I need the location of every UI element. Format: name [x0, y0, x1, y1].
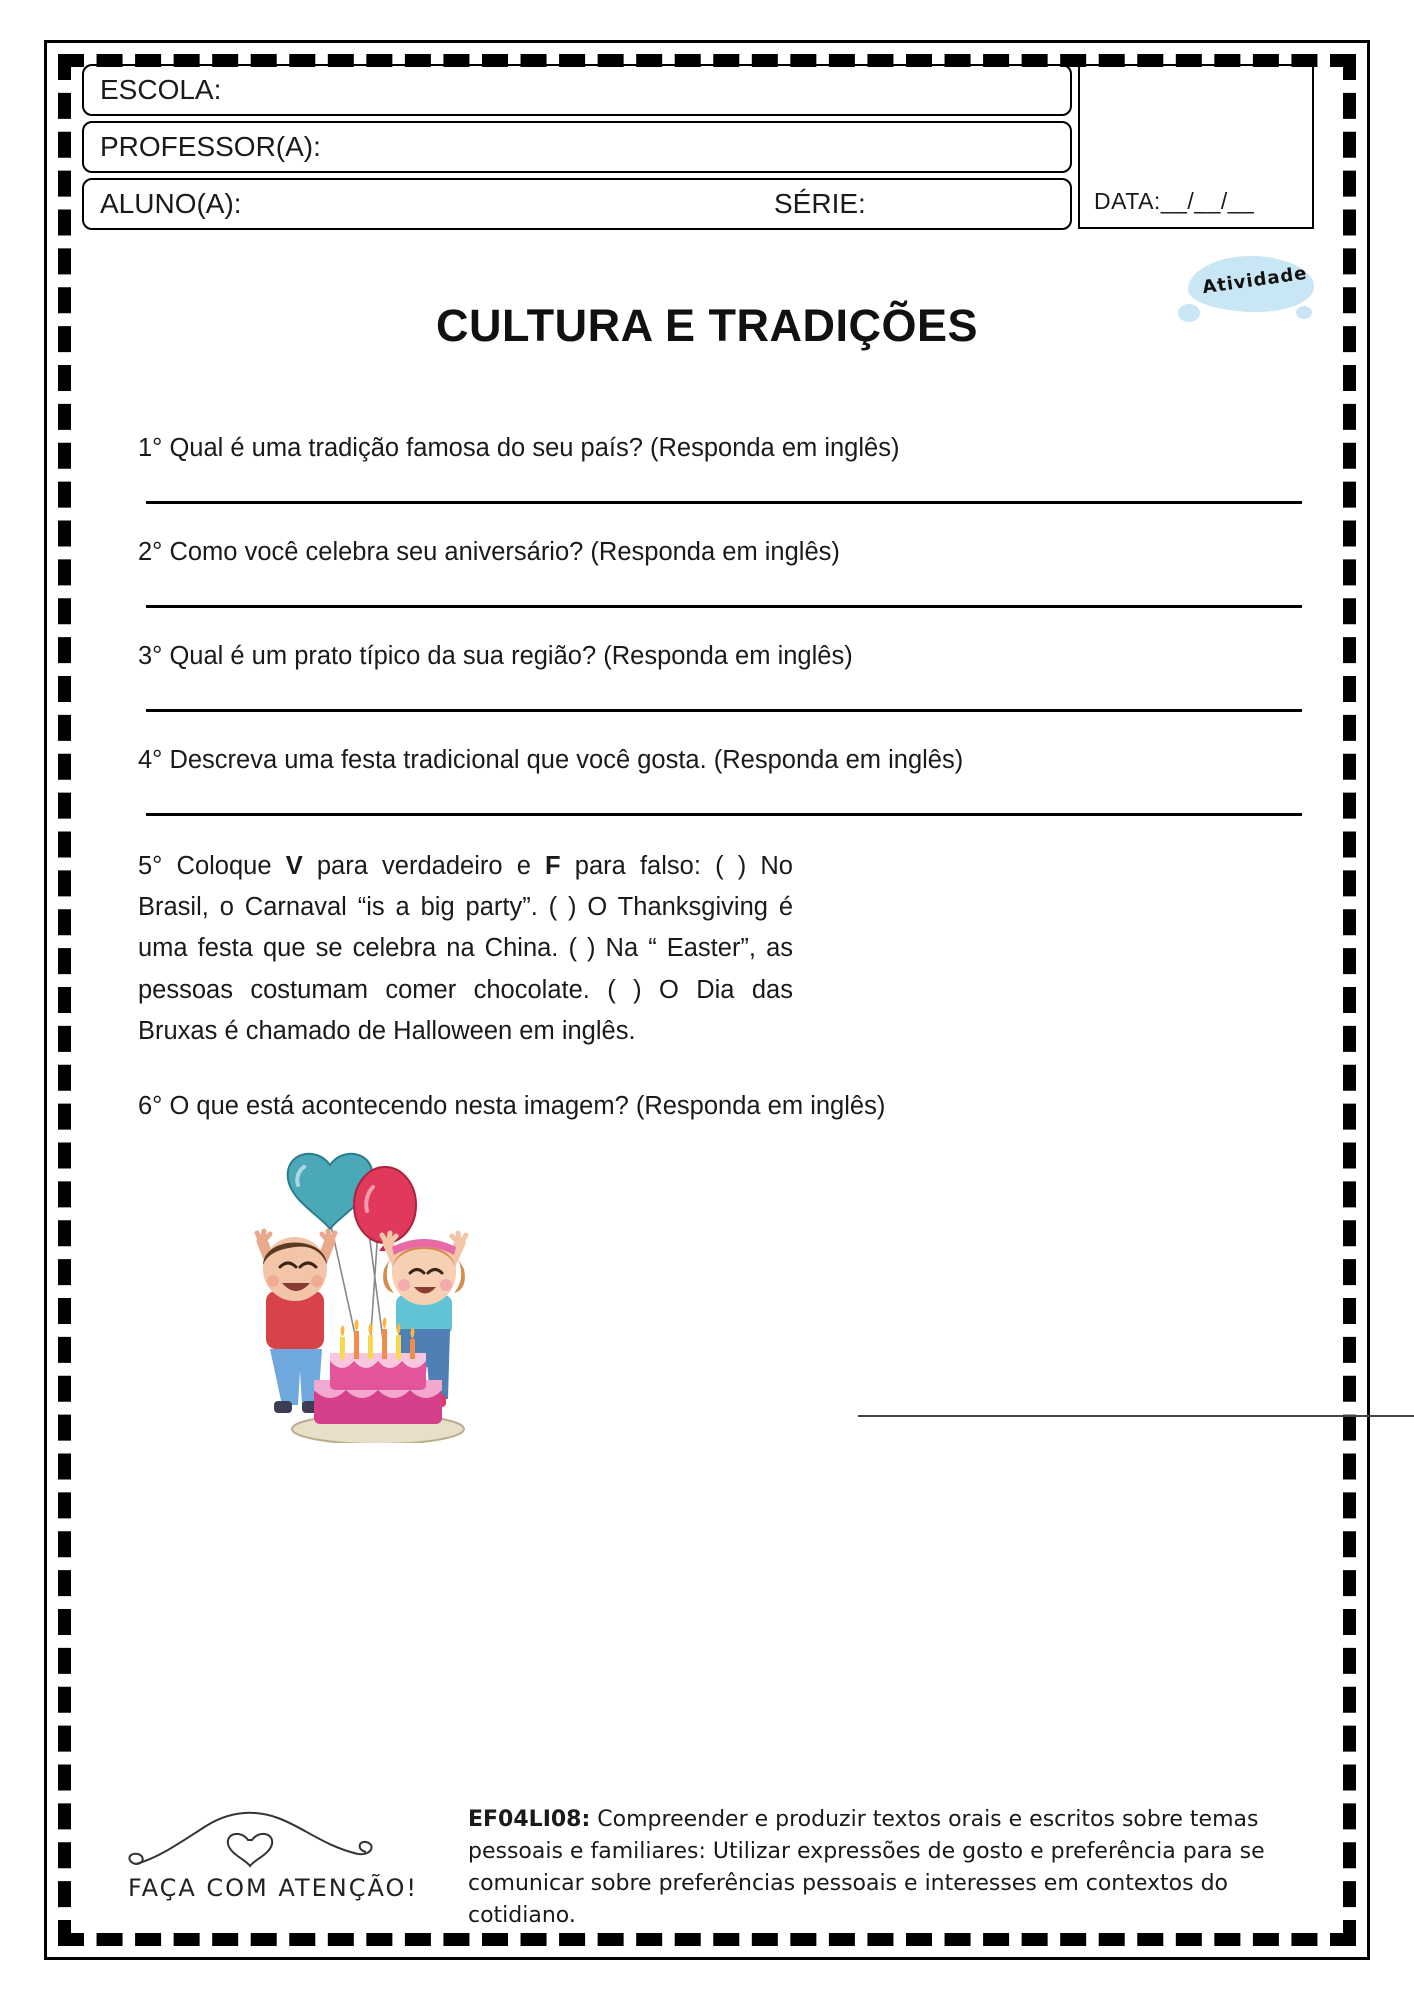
school-field[interactable] [82, 64, 1072, 116]
activity-badge-label: Atividade [1201, 262, 1309, 299]
student-field[interactable] [82, 178, 1072, 230]
question-5-bold-v: V [285, 851, 303, 880]
question-5-part1: 5° Coloque [138, 851, 286, 880]
footer-skill-text [468, 1804, 1302, 1932]
school-label: ESCOLA: [100, 74, 222, 105]
question-3 [138, 638, 1310, 712]
student-header [82, 64, 1332, 250]
question-2 [138, 534, 1310, 608]
worksheet-page [44, 40, 1370, 1960]
birthday-children-cake-icon [218, 1143, 548, 1443]
header-fields [82, 64, 1072, 230]
footer-logo-label: FAÇA COM ATENÇÃO! [128, 1874, 418, 1902]
page-title: CULTURA E TRADIÇÕES [436, 300, 978, 351]
footer [118, 1790, 1302, 1928]
question-3-text: 3° Qual é um prato típico da sua região? (Responda em inglês) [138, 641, 853, 670]
question-5 [138, 846, 793, 1052]
cloud-bubble-tiny-icon [1296, 306, 1312, 319]
question-4-text: 4° Descreva uma festa tradicional que você gosta. (Responda em inglês) [138, 745, 964, 774]
activity-badge [1176, 256, 1326, 334]
question-5-part3: para falso: ( ) No Brasil, o Carnaval “is a big party”. ( ) O Thanksgiving é uma festa que se celebra na China. ( ) Na “ Easter”, as pessoas costumam comer chocolate. ( ) O Dia das Bruxas é chamado de Halloween em inglês. [138, 851, 793, 1046]
question-5-bold-f: F [545, 851, 561, 880]
date-label: DATA:__/__/__ [1094, 188, 1255, 214]
answer-line-4[interactable] [146, 813, 1302, 816]
question-6-text: 6° O que está acontecendo nesta imagem? (Responda em inglês) [138, 1092, 886, 1121]
question-2-text: 2° Como você celebra seu aniversário? (Responda em inglês) [138, 537, 840, 566]
student-label: ALUNO(A): [100, 188, 242, 219]
cloud-bubble-small-icon [1178, 304, 1200, 322]
questions-container [82, 430, 1332, 1443]
answer-line-2[interactable] [146, 605, 1302, 608]
answer-line-1[interactable] [146, 501, 1302, 504]
question-5-part2: para verdadeiro e [302, 851, 546, 880]
date-field[interactable] [1078, 64, 1314, 229]
page-content [82, 64, 1332, 1936]
footer-skill-description: Compreender e produzir textos orais e escritos sobre temas pessoais e familiares: Utilizar expressões de gosto e preferência para se comunicar sobre preferências pessoais e interesses em contextos do cotidiano. [468, 1807, 1265, 1928]
question-1 [138, 430, 1310, 504]
answer-line-6[interactable] [858, 1415, 1414, 1417]
footer-logo [128, 1800, 428, 1910]
footer-skill-code: EF04LI08: [468, 1807, 591, 1832]
question-1-text: 1° Qual é uma tradição famosa do seu país? (Responda em inglês) [138, 434, 900, 462]
heart-swirl-icon [128, 1800, 428, 1876]
teacher-field[interactable] [82, 121, 1072, 173]
grade-label: SÉRIE: [774, 188, 866, 219]
teacher-label: PROFESSOR(A): [100, 131, 321, 162]
birthday-illustration [218, 1143, 548, 1443]
question-4 [138, 742, 1310, 816]
answer-line-3[interactable] [146, 709, 1302, 712]
